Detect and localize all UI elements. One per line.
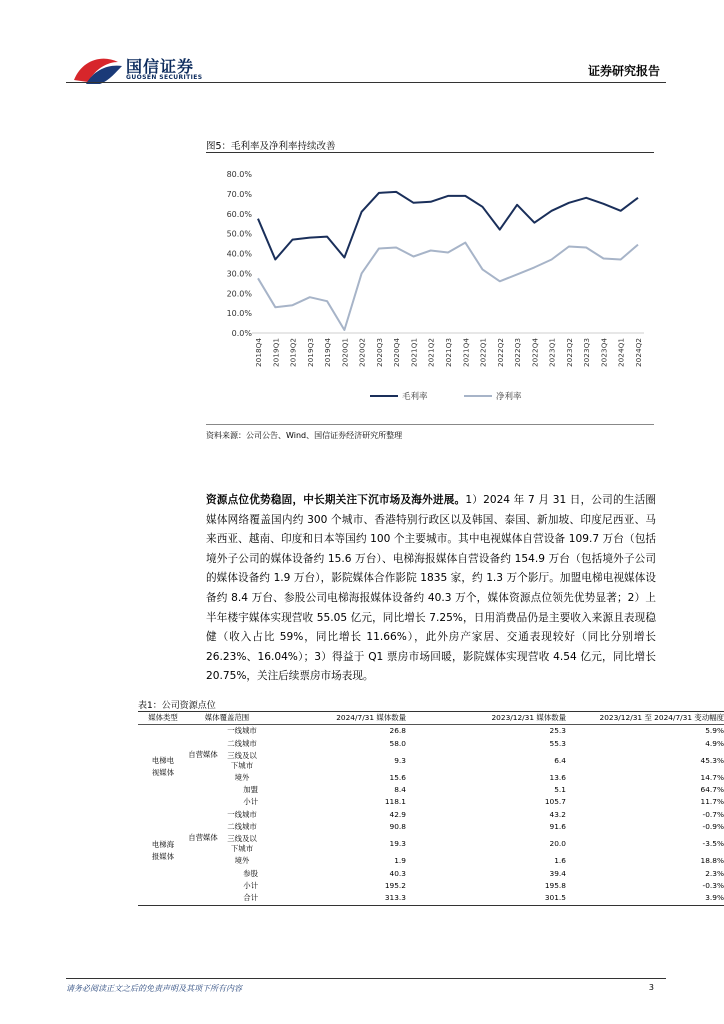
x-tick-label: 2024Q2 <box>634 338 643 367</box>
cell-v1: 9.3 <box>394 755 406 765</box>
cell-scope: 二线城市 <box>227 822 257 832</box>
x-tick-label: 2022Q4 <box>530 338 540 367</box>
y-tick-label: 80.0% <box>226 170 252 179</box>
table-row <box>138 738 724 750</box>
cell-v2: 195.8 <box>544 880 566 890</box>
y-tick-label: 60.0% <box>226 209 252 219</box>
group-self-poster: 自营媒体 <box>188 833 218 843</box>
series-line-net-margin <box>258 243 638 330</box>
y-tick-label: 50.0% <box>226 229 252 239</box>
cell-v3: 3.9% <box>566 892 724 905</box>
cell-v3: -0.7% <box>702 809 724 819</box>
x-tick-label: 2021Q4 <box>461 338 471 367</box>
x-tick-label: 2019Q1 <box>271 338 281 367</box>
cell-v3: 11.7% <box>700 797 724 807</box>
cell-v3: 14.7% <box>700 772 724 782</box>
cell-v1: 118.1 <box>384 797 406 807</box>
table-row <box>138 809 724 821</box>
cell-v1: 26.8 <box>389 726 406 736</box>
cell-v2: 25.3 <box>549 726 566 736</box>
cell-v1: 8.4 <box>394 785 406 795</box>
cell-scope: 境外 <box>234 856 250 866</box>
header-scope: 媒体覆盖范围 <box>188 712 266 725</box>
cell-v3: -0.3% <box>702 880 724 890</box>
cell-v2: 105.7 <box>544 797 566 807</box>
y-tick-label: 0.0% <box>231 329 252 338</box>
page-number: 3 <box>648 983 654 992</box>
y-tick-label: 30.0% <box>226 269 252 279</box>
x-tick-label: 2019Q3 <box>305 338 315 367</box>
table-row <box>138 772 724 784</box>
x-tick-label: 2021Q1 <box>409 338 419 367</box>
x-tick-label: 2019Q2 <box>288 338 298 367</box>
y-tick-label: 20.0% <box>226 289 252 299</box>
table-row <box>138 750 724 772</box>
cell-v2: 39.4 <box>549 868 566 878</box>
table-row <box>138 796 724 808</box>
legend-label: 净利率 <box>496 392 522 402</box>
x-tick-label: 2021Q3 <box>444 338 453 367</box>
x-tick-label: 2020Q3 <box>374 338 384 367</box>
cell-v2: 91.6 <box>549 822 566 832</box>
x-tick-label: 2022Q2 <box>495 338 505 367</box>
cell-scope: 小计 <box>243 797 258 807</box>
table-title: 表1：公司资源点位 <box>138 701 216 711</box>
x-tick-label: 2020Q2 <box>357 338 367 367</box>
header-count-2023: 2023/12/31 媒体数量 <box>406 712 566 725</box>
cell-scope: 三线及以下城市 <box>227 834 257 854</box>
x-tick-label: 2023Q4 <box>599 338 609 367</box>
cell-v1: 15.6 <box>389 772 406 782</box>
x-tick-label: 2023Q3 <box>582 338 592 367</box>
cell-v2: 43.2 <box>549 809 566 819</box>
margin-line-chart <box>206 156 654 418</box>
cell-scope: 参股 <box>243 868 258 878</box>
cell-v3: 4.9% <box>705 738 724 748</box>
figure-top-rule <box>206 152 654 153</box>
figure-source: 资料来源：公司公告、Wind、国信证券经济研究所整理 <box>206 431 403 440</box>
cell-scope: 小计 <box>243 880 258 890</box>
paragraph-lead: 资源点位优势稳固，中长期关注下沉市场及海外进展。 <box>206 494 466 506</box>
cell-v1: 19.3 <box>389 839 406 849</box>
cell-v3: 45.3% <box>700 755 724 765</box>
table-row <box>138 725 724 738</box>
cell-v1: 42.9 <box>389 809 406 819</box>
header-divider <box>66 82 666 83</box>
cell-v2: 5.1 <box>554 785 566 795</box>
y-tick-label: 40.0% <box>226 249 252 259</box>
cell-v2: 13.6 <box>549 772 566 782</box>
x-tick-label: 2020Q4 <box>392 338 402 367</box>
x-tick-label: 2019Q4 <box>323 338 333 367</box>
x-tick-label: 2023Q1 <box>547 338 557 367</box>
cell-scope: 三线及以下城市 <box>227 750 257 770</box>
cell-v2: 6.4 <box>554 755 566 765</box>
group-tv-media: 电梯电视媒体 <box>151 756 175 778</box>
header-count-2024: 2024/7/31 媒体数量 <box>266 712 406 725</box>
header-change: 2023/12/31 至 2024/7/31 变动幅度 <box>566 712 724 725</box>
logo-text-en: GUOSEN SECURITIES <box>126 74 203 81</box>
body-paragraph <box>206 491 656 687</box>
figure-title: 图5：毛利率及净利率持续改善 <box>206 141 336 152</box>
cell-v3: 18.8% <box>700 856 724 866</box>
cell-v1: 40.3 <box>389 868 406 878</box>
header-media-type: 媒体类型 <box>138 712 188 725</box>
table-row <box>138 868 724 880</box>
cell-v1: 195.2 <box>384 880 406 890</box>
cell-v2: 55.3 <box>549 738 566 748</box>
table-row <box>138 855 724 867</box>
x-tick-label: 2022Q1 <box>478 338 488 367</box>
cell-v1: 58.0 <box>389 738 406 748</box>
cell-scope: 合计 <box>188 892 266 905</box>
x-tick-label: 2020Q1 <box>340 338 350 367</box>
x-tick-label: 2022Q3 <box>513 338 523 367</box>
x-tick-label: 2021Q2 <box>426 338 436 367</box>
cell-v2: 20.0 <box>549 839 566 849</box>
cell-v2: 301.5 <box>406 892 566 905</box>
cell-v1: 313.3 <box>266 892 406 905</box>
table-row <box>138 833 724 855</box>
legend-label: 毛利率 <box>402 392 428 402</box>
cell-v1: 90.8 <box>389 822 406 832</box>
table-row <box>138 880 724 892</box>
cell-scope: 一线城市 <box>227 726 257 736</box>
series-line-gross-margin <box>258 192 638 260</box>
x-tick-label: 2018Q4 <box>254 338 263 367</box>
cell-scope: 加盟 <box>243 785 258 795</box>
cell-v1: 1.9 <box>394 856 406 866</box>
logo-text-cn: 国信证券 <box>126 57 195 76</box>
cell-v3: -0.9% <box>702 822 724 832</box>
y-tick-label: 70.0% <box>226 189 252 199</box>
cell-v2: 1.6 <box>554 856 566 866</box>
group-self-tv: 自营媒体 <box>188 749 218 759</box>
group-poster-media: 电梯海报媒体 <box>151 839 175 861</box>
table-total-row <box>138 892 724 905</box>
report-type-label: 证券研究报告 <box>587 64 660 78</box>
cell-empty <box>138 892 188 905</box>
x-tick-label: 2023Q2 <box>564 338 574 367</box>
x-tick-label: 2024Q1 <box>616 338 626 367</box>
table-header-row <box>138 712 724 725</box>
cell-v3: -3.5% <box>702 839 724 849</box>
cell-v3: 2.3% <box>705 868 724 878</box>
resource-table <box>138 712 724 906</box>
paragraph-body: 1）2024 年 7 月 31 日，公司的生活圈媒体网络覆盖国内约 300 个城市、香港特别行政区以及韩国、泰国、新加坡、印度尼西亚、马来西亚、越南、印度和日本等国约 100 个主要城市。其中电视媒体自营设备 109.7 万台（包括境外子公司的媒体设备约 15.6 万台）、电梯海报媒体自营设备约 154.9 万台（包括境外子公司的媒体设备约 1.9 万台），影院媒体合作影院 1835 家，约 1.3 万个影厅。加盟电梯电视媒体设备约 8.4 万台、参股公司电梯海报媒体设备约 40.3 万个，媒体资源点位领先优势显著；2）上半年楼宇媒体实现营收 55.05 亿元，同比增长 7.25%，日用消费品仍是主要收入来源且表现稳健（收入占比 59%，同比增长 11.66%），此外房产家居、交通表现较好（同比分别增长 26.23%、16.04%）；3）得益于 Q1 票房市场回暖，影院媒体实现营收 4.54 亿元，同比增长 20.75%，关注后续票房市场表现。 <box>206 494 656 683</box>
footer-divider <box>66 978 666 979</box>
y-tick-label: 10.0% <box>226 309 252 319</box>
figure-bottom-rule <box>206 424 654 425</box>
cell-v3: 64.7% <box>700 785 724 795</box>
cell-scope: 一线城市 <box>227 809 257 819</box>
cell-scope: 境外 <box>234 772 250 782</box>
table-row <box>138 784 724 796</box>
footer-disclaimer: 请务必阅读正文之后的免责声明及其项下所有内容 <box>66 984 242 993</box>
cell-v3: 5.9% <box>705 726 724 736</box>
table-row <box>138 821 724 833</box>
cell-scope: 二线城市 <box>227 738 257 748</box>
